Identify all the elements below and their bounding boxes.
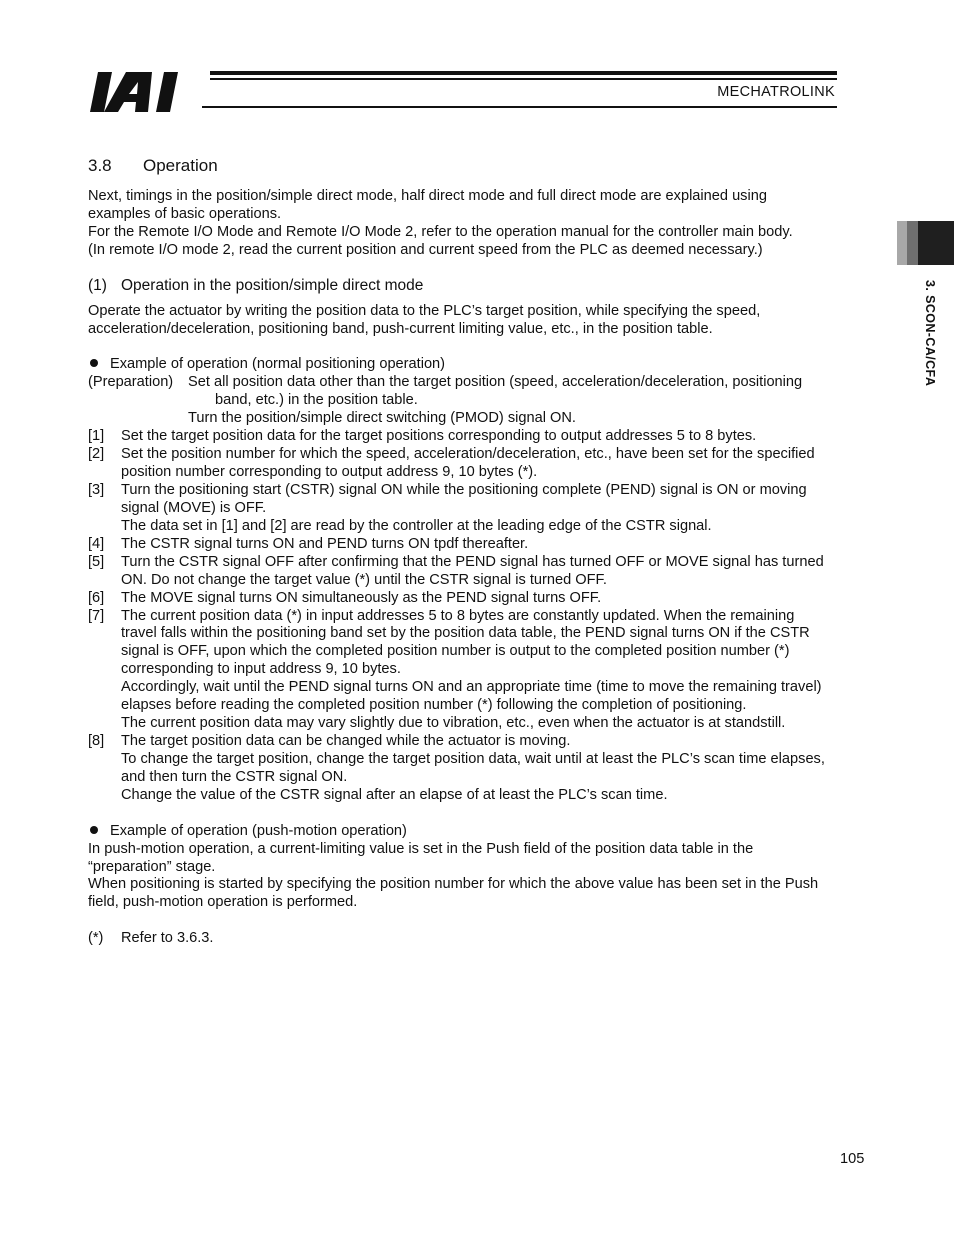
step-label: [5] <box>88 554 105 570</box>
section-title: Operation <box>143 156 218 175</box>
step-line: position number corresponding to output address 9, 10 bytes (*). <box>121 464 538 480</box>
header-rule-bottom <box>202 106 837 108</box>
step-line: corresponding to input address 9, 10 bytes. <box>121 661 401 677</box>
step-line: To change the target position, change the target position data, wait until at least the PLC’s scan time elapses, <box>121 751 825 767</box>
step-line: signal (MOVE) is OFF. <box>121 500 267 516</box>
step-line: The target position data can be changed while the actuator is moving. <box>121 733 571 749</box>
preparation-label: (Preparation) <box>88 374 174 390</box>
step-label: [8] <box>88 733 105 749</box>
chapter-tab-dark <box>918 221 954 265</box>
subsection-number: (1) <box>88 277 107 294</box>
note-label: (*) <box>88 930 104 946</box>
step-line: Accordingly, wait until the PEND signal turns ON and an appropriate time (time to move the remaining travel) <box>121 679 822 695</box>
step-line: travel falls within the positioning band set by the position data table, the PEND signal turns ON if the CSTR <box>121 625 810 641</box>
step-line: Turn the positioning start (CSTR) signal ON while the positioning complete (PEND) signal is ON or moving <box>121 482 807 498</box>
step-line: and then turn the CSTR signal ON. <box>121 769 348 785</box>
example1-heading: Example of operation (normal positioning operation) <box>110 356 446 372</box>
step-line: The current position data (*) in input addresses 5 to 8 bytes are constantly updated. When the remaining <box>121 608 795 624</box>
sub-intro-line: Operate the actuator by writing the position data to the PLC’s target position, while specifying the speed, <box>88 303 761 319</box>
preparation-line: Turn the position/simple direct switching (PMOD) signal ON. <box>188 410 576 426</box>
step-label: [4] <box>88 536 105 552</box>
header-rule-thin <box>210 78 837 80</box>
step-label: [3] <box>88 482 105 498</box>
step-label: [1] <box>88 428 105 444</box>
intro-line: examples of basic operations. <box>88 206 282 222</box>
example2-line: When positioning is started by specifying the position number for which the above value has been set in the Push <box>88 876 819 892</box>
section-number: 3.8 <box>88 156 112 175</box>
step-label: [7] <box>88 608 105 624</box>
step-line: Set the position number for which the speed, acceleration/deceleration, etc., have been set for the specified <box>121 446 815 462</box>
step-line: Change the value of the CSTR signal after an elapse of at least the PLC’s scan time. <box>121 787 668 803</box>
step-line: The MOVE signal turns ON simultaneously as the PEND signal turns OFF. <box>121 590 602 606</box>
example2-line: In push-motion operation, a current-limiting value is set in the Push field of the position data table in the <box>88 841 754 857</box>
chapter-side-label: 3. SCON-CA/CFA <box>923 280 937 387</box>
header-product-name: MECHATROLINK <box>717 84 835 100</box>
preparation-line: Set all position data other than the target position (speed, acceleration/deceleration, positioning <box>188 374 803 390</box>
bullet-icon <box>90 359 98 367</box>
chapter-tab-light <box>897 221 907 265</box>
step-line: Set the target position data for the target positions corresponding to output addresses 5 to 8 bytes. <box>121 428 757 444</box>
header-rule-thick <box>210 71 837 75</box>
note-text: Refer to 3.6.3. <box>121 930 214 946</box>
page-number: 105 <box>840 1151 865 1167</box>
iai-logo <box>88 70 208 114</box>
preparation-line: band, etc.) in the position table. <box>215 392 418 408</box>
subsection-title: Operation in the position/simple direct mode <box>121 277 424 294</box>
example2-heading: Example of operation (push-motion operation) <box>110 823 407 839</box>
bullet-icon <box>90 826 98 834</box>
step-label: [2] <box>88 446 105 462</box>
step-label: [6] <box>88 590 105 606</box>
chapter-tab-mid <box>907 221 918 265</box>
example2-line: “preparation” stage. <box>88 859 216 875</box>
step-line: The data set in [1] and [2] are read by the controller at the leading edge of the CSTR signal. <box>121 518 712 534</box>
step-line: The CSTR signal turns ON and PEND turns ON tpdf thereafter. <box>121 536 529 552</box>
intro-line: (In remote I/O mode 2, read the current position and current speed from the PLC as deemed necessary.) <box>88 242 763 258</box>
intro-line: Next, timings in the position/simple direct mode, half direct mode and full direct mode are explained using <box>88 188 767 204</box>
step-line: ON. Do not change the target value (*) until the CSTR signal is turned OFF. <box>121 572 607 588</box>
step-line: elapses before reading the completed position number (*) following the completion of positioning. <box>121 697 747 713</box>
step-line: signal is OFF, upon which the completed position number is output to the completed position number (*) <box>121 643 790 659</box>
example2-line: field, push-motion operation is performed. <box>88 894 358 910</box>
sub-intro-line: acceleration/deceleration, positioning band, push-current limiting value, etc., in the position table. <box>88 321 713 337</box>
intro-line: For the Remote I/O Mode and Remote I/O Mode 2, refer to the operation manual for the controller main body. <box>88 224 793 240</box>
step-line: Turn the CSTR signal OFF after confirming that the PEND signal has turned OFF or MOVE signal has turned <box>121 554 824 570</box>
step-line: The current position data may vary slightly due to vibration, etc., even when the actuator is at standstill. <box>121 715 786 731</box>
